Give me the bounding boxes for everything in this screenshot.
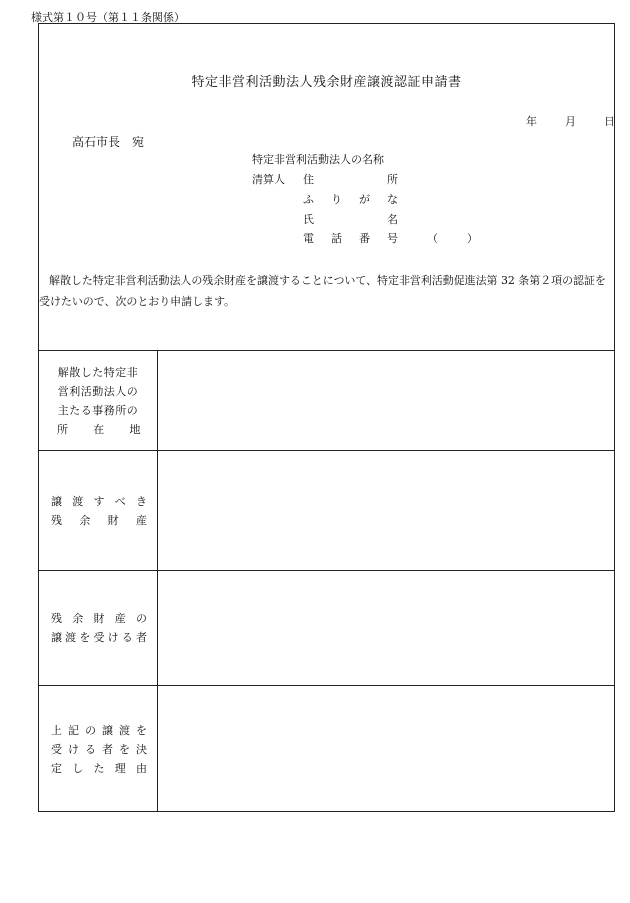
label-char: る [85,742,96,756]
label-char: 者 [102,742,113,756]
row-label-assets-to-transfer [39,451,157,570]
label-char: す [93,494,105,508]
label-line [39,363,157,382]
label-line [39,759,157,778]
phone-paren-close: ） [467,232,478,245]
label-char: の [136,612,147,625]
office-location-field[interactable] [158,351,614,450]
recipient-field[interactable] [158,571,614,685]
label-char: 譲 [102,723,113,737]
label-line [39,401,157,420]
label-char: 譲 [51,494,62,508]
label-char: 上 [51,723,62,737]
label-char: き [136,494,147,508]
label-char: た [93,761,105,775]
label-char: 理 [114,761,126,775]
org-name-label: 特定非営利活動法人の名称 [252,153,384,166]
label-char: 財 [93,612,105,625]
label-char: る [121,631,133,644]
phone-label-char: 話 [331,232,342,245]
label-line [39,721,157,740]
label-char: を [136,723,147,737]
phone-paren-open: （ [427,232,438,245]
label-line [39,492,157,511]
furigana-label-char: り [331,193,342,206]
label-char: 余 [79,513,91,527]
label-char: べ [114,494,126,508]
label-char: 由 [136,761,147,775]
furigana-label-char: ふ [303,193,314,206]
address-label-char: 所 [387,173,398,186]
addressee: 高石市長 宛 [72,135,145,149]
label-char: 余 [72,612,84,625]
application-form [38,23,615,812]
label-char: 産 [114,612,126,625]
furigana-label-char: が [359,193,370,206]
name-label-char: 名 [387,213,398,226]
label-text: 解散した特定非 [57,365,139,379]
phone-label-char: 番 [359,232,370,245]
label-line [39,511,157,530]
label-char: 渡 [119,723,130,737]
label-line [39,628,157,647]
label-char: 記 [68,723,79,737]
label-char: 残 [51,612,62,625]
assets-to-transfer-field[interactable] [158,451,614,570]
label-char: 譲 [51,631,62,644]
application-statement: 解散した特定非営利活動法人の残余財産を譲渡することについて、特定非営利活動促進法第 32 条第２項の認証を受けたいので、次のとおり申請します。 [39,274,606,308]
date-day-label: 日 [604,115,615,128]
label-char: 受 [51,742,62,756]
form-title: 特定非営利活動法人残余財産譲渡認証申請書 [191,75,462,90]
phone-label-char: 号 [387,232,398,245]
label-char: 産 [135,513,147,527]
reason-field[interactable] [158,686,614,812]
label-char: 者 [135,631,147,644]
label-char: 定 [51,761,62,775]
label-line [39,420,157,439]
label-line [39,382,157,401]
label-line [39,609,157,628]
label-char: け [68,742,79,756]
label-char: 地 [129,422,141,436]
label-char: の [85,723,96,737]
label-line [39,740,157,759]
liquidator-label: 清算人 [252,173,285,186]
label-text: 営利活動法人の [57,384,139,398]
label-text: 主たる事務所の [57,403,139,417]
date-year-label: 年 [526,115,537,128]
label-char: け [107,631,119,644]
label-char: し [72,761,84,775]
phone-label-char: 電 [303,232,314,245]
furigana-label-char: な [387,193,398,206]
label-char: 所 [57,422,69,436]
label-char: 決 [136,742,147,756]
row-label-recipient [39,571,157,685]
label-char: 残 [51,513,62,527]
label-char: 渡 [65,631,77,644]
label-char: を [79,631,91,644]
label-char: 受 [93,631,105,644]
form-number: 様式第１０号（第１１条関係） [31,11,185,24]
label-char: 財 [107,513,119,527]
address-label-char: 住 [303,173,314,186]
row-label-reason [39,686,157,812]
name-label-char: 氏 [303,213,314,226]
label-char: を [119,742,130,756]
label-char: 在 [93,422,105,436]
row-label-office-location [39,351,157,450]
date-month-label: 月 [565,115,576,128]
label-char: 渡 [72,494,84,508]
